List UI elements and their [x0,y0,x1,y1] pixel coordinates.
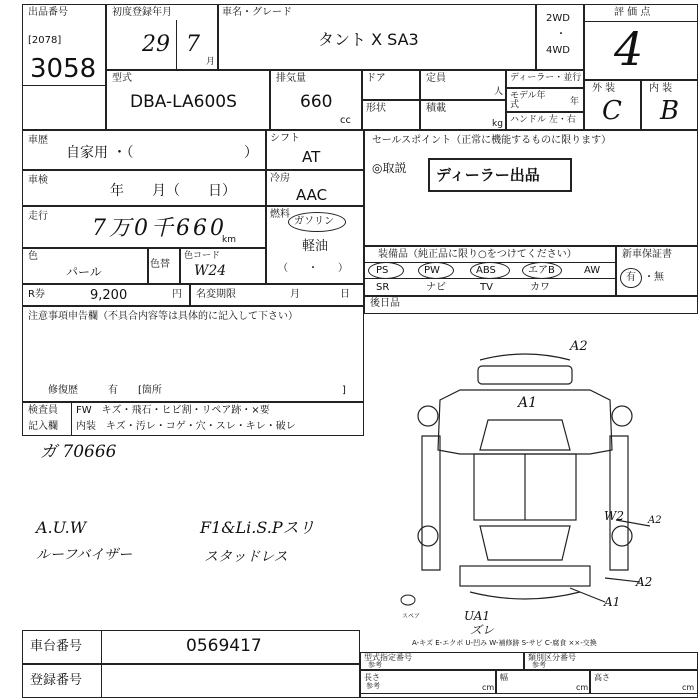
notes-label: 注意事項申告欄（不具合内容等は具体的に記入して下さい） [28,311,298,322]
shift-label: シフト [270,133,300,144]
color-value: パール [66,265,102,279]
car-name-label: 車名・グレード [222,7,292,18]
equip-navi: ナビ [426,282,446,293]
repair-close: ] [342,385,346,396]
hand-note-4: F1&Li.S.Pスリ [200,518,315,537]
inspector-line: FW キズ・飛石・ヒビ割・リペア跡・×要 [76,405,270,416]
handle-label: ハンドル 左・右 [510,115,576,125]
category-ref: 参考 [532,661,546,669]
warranty-no: ・無 [644,272,664,283]
disp-label: 排気量 [276,73,306,84]
kg-unit: kg [492,119,503,129]
hand-note-5: スタッドレス [204,549,288,565]
fuel-label: 燃料 [270,209,290,220]
fuel-diesel: 軽油 [302,239,329,254]
left-side [422,436,440,570]
manual-note: ◎取説 [372,161,407,175]
repair-history: 修復歴 有 [箇所 [48,385,162,396]
equip-circle [470,262,510,279]
usage-cell [22,130,266,170]
entry-label: 記入欄 [28,421,58,432]
front-bumper-outline [480,354,570,360]
color-code-label: 色コード [184,251,221,261]
load-label: 積載 [426,103,446,114]
wheel-fl [418,406,438,426]
spare-label: スペア [402,613,421,620]
lot-code: [2078] [28,35,62,46]
length-cell [360,670,496,694]
month-unit: 月 [206,57,216,67]
entry-line: 内装 キズ・汚レ・コゲ・穴・スレ・キレ・破レ [76,421,296,432]
usage-paren-close: ） [244,145,258,161]
fuel-gasoline: ガソリン [294,216,334,227]
width-label: 幅 [500,673,508,682]
drive-2wd: 2WD [546,13,570,24]
mark-zure: ズレ [470,623,495,637]
cm-unit: cm [682,683,695,692]
later-label: 後日品 [370,298,400,309]
fuel-paren: （ ・ ） [278,263,348,274]
height-label: 高さ [594,673,610,682]
year-unit: 年 [570,97,580,107]
interior-label: 内 装 [649,83,673,94]
first-reg-label: 初度登録年月 [112,7,172,18]
yen-unit: 円 [172,289,182,300]
lot-number: 3058 [30,54,97,84]
wheel-rl [418,526,438,546]
hand-note-1: ガ 70666 [40,442,117,462]
reg-label: 登録番号 [30,673,83,688]
equip-pw: PW [424,265,440,276]
score-label: 評 価 点 [614,7,651,18]
drive-sep: ・ [556,29,566,40]
lot-spacer [22,86,106,130]
exterior-label: 外 装 [592,83,616,94]
car-name-value: タント X SA3 [318,30,419,49]
sales-points-label: セールスポイント（正常に機能するものに限ります） [372,135,612,146]
windshield [480,420,570,450]
damage-legend: A-キズ E-エクボ U-凹み W-補修跡 S-サビ C-腐食 ××-交換 [412,639,597,647]
inspector-label: 検査員 [28,405,58,416]
equip-ps: PS [376,265,389,276]
color-code-value: W24 [194,263,227,279]
disp-value: 660 [300,92,333,112]
hand-note-3: ルーフバイザー [36,547,133,563]
category-label: 類別区分番号 [528,653,576,662]
hand-note-2: A.U.W [36,518,87,537]
usage-label: 車歴 [28,135,48,146]
mark-ua1: UA1 [464,609,491,623]
spare-icon [401,595,415,605]
model-year-label: モデル年式 [510,91,546,110]
cm-unit: cm [482,683,495,692]
interior-grade: B [660,96,680,126]
later-cell [364,296,698,314]
equip-aw: AW [584,265,601,276]
mark-w2: W2 [604,509,624,523]
mark-a1-rear: A1 [604,595,621,609]
first-reg-month: 7 [186,32,200,57]
wheel-fr [612,406,632,426]
km-unit: km [222,235,236,245]
equip-circle [418,262,454,279]
equip-abs: ABS [476,265,496,276]
mark-a2-side: A2 [648,515,662,526]
ac-label: 冷房 [270,173,290,184]
color-label: 色 [28,251,38,262]
usage-value: 自家用 ・（ [66,145,134,161]
equip-circle [522,262,562,279]
dealer-import-label: ディーラー・並行 [510,73,582,83]
chassis-value: 0569417 [186,636,262,656]
inspection-value: 年 月（ 日） [110,183,236,199]
equip-tv: TV [480,282,493,293]
equip-leather: カワ [530,282,550,293]
model-value: DBA-LA600S [130,92,237,112]
rear-panel [460,566,590,586]
rear-window [480,526,570,560]
shift-value: AT [302,148,321,166]
dealer-car: ディーラー出品 [436,166,540,184]
mark-a1-roof: A1 [518,395,538,411]
inspection-label: 車検 [28,175,48,186]
capacity-label: 定員 [426,73,446,84]
mark-line [570,588,605,602]
disp-unit: cc [340,115,351,126]
warranty-label: 新車保証書 [622,249,672,260]
door-label: ドア [366,73,386,84]
mark-a2-rear: A2 [636,575,653,589]
drive-4wd: 4WD [546,45,570,56]
exterior-grade: C [602,96,622,126]
ac-value: AAC [296,186,328,204]
right-side [610,436,628,570]
type-cert-label: 型式指定番号 [364,653,412,662]
front-panel [478,366,572,384]
model-label: 型式 [112,73,132,84]
lot-label: 出品番号 [28,7,68,18]
mileage-label: 走行 [28,211,48,222]
color-change-label: 色替 [150,259,170,270]
equip-circle [368,262,404,279]
first-reg-year: 29 [142,32,170,57]
warranty-yes: 有 [626,272,636,283]
equipment-label: 装備品（純正品に限り○をつけてください） [378,249,577,260]
name-change-label: 名変期限 [196,289,236,300]
length-ref: 参考 [366,682,380,690]
divider [176,20,177,70]
mileage-value: 7万0千660 [92,216,227,241]
wheel-rr [612,526,632,546]
mark-a2-top: A2 [570,339,588,354]
equip-airbag: エアB [528,265,555,276]
type-cert-ref: 参考 [368,661,382,669]
rear-bumper-outline [470,592,580,599]
recycle-value: 9,200 [90,288,128,303]
recycle-label: R券 [28,289,45,300]
mark-line [605,578,640,582]
cm-unit: cm [576,683,589,692]
person-unit: 人 [494,87,504,97]
name-change-value: 月 日 [290,289,350,300]
score-value: 4 [614,22,644,76]
equip-sr: SR [376,282,390,293]
length-label: 長さ [364,673,380,682]
shape-label: 形状 [366,103,386,114]
chassis-label: 車台番号 [30,639,83,654]
